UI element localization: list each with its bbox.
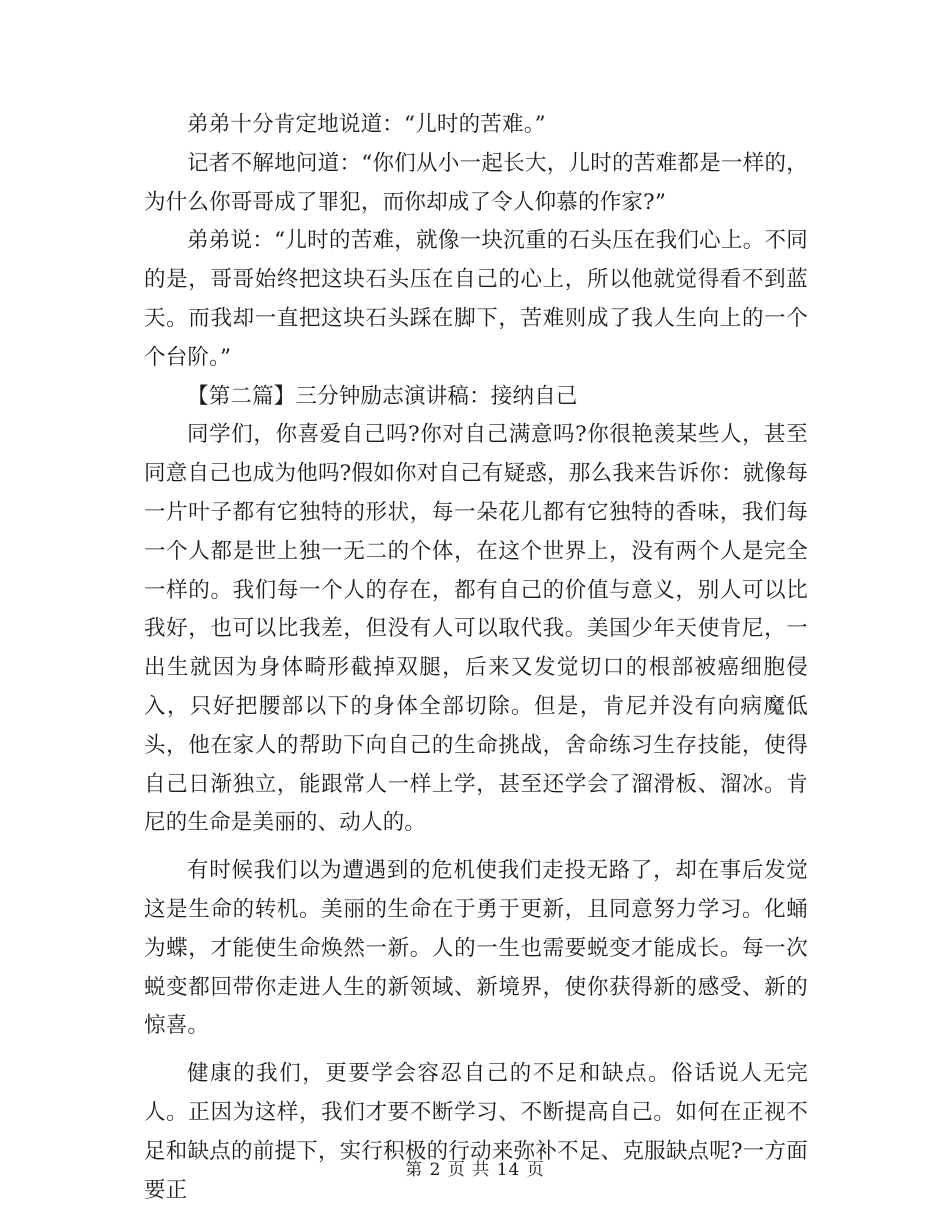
paragraph: 健康的我们，更要学会容忍自己的不足和缺点。俗话说人无完人。正因为这样，我们才要不断学习、不断提高自己。如何在正视不足和缺点的前提下，实行积极的行动来弥补不足、克服缺点呢?一方面要正 — [144, 1061, 808, 1203]
paragraph: 同学们，你喜爱自己吗?你对自己满意吗?你很艳羡某些人，甚至同意自己也成为他吗?假如你对自己有疑惑，那么我来告诉你：就像每一片叶子都有它独特的形状，每一朵花儿都有它独特的香味，我们每一个人都是世上独一无二的个体，在这个世界上，没有两个人是完全一样的。我们每一个人的存在，都有自己的价值与意义，别人可以比我好，也可以比我差，但没有人可以取代我。美国少年天使肯尼，一出生就因为身体畸形截掉双腿，后来又发觉切口的根部被癌细胞侵入，只好把腰部以下的身体全部切除。但是，肯尼并没有向病魔低头，他在家人的帮助下向自己的生命挑战，舍命练习生存技能，使得自己日渐独立，能跟常人一样上学，甚至还学会了溜滑板、溜冰。肯尼的生命是美丽的、动人的。 — [144, 422, 808, 836]
document-body — [144, 106, 808, 1210]
page-number-footer: 第 2 页 共 14 页 — [405, 1160, 545, 1180]
paragraph: 弟弟十分肯定地说道：“儿时的苦难。” — [187, 112, 546, 137]
paragraph: 记者不解地问道：“你们从小一起长大，儿时的苦难都是一样的，为什么你哥哥成了罪犯，而你却成了令人仰慕的作家?” — [144, 150, 808, 215]
section-heading: 【第二篇】三分钟励志演讲稿：接纳自己 — [187, 383, 578, 409]
paragraph: 弟弟说：“儿时的苦难，就像一块沉重的石头压在我们心上。不同的是，哥哥始终把这块石头压在自己的心上，所以他就觉得看不到蓝天。而我却一直把这块石头踩在脚下，苦难则成了我人生向上的一个个台阶。” — [144, 228, 808, 370]
paragraph: 有时候我们以为遭遇到的危机使我们走投无路了，却在事后发觉这是生命的转机。美丽的生命在于勇于更新，且同意努力学习。化蛹为蝶，才能使生命焕然一新。人的一生也需要蜕变才能成长。每一次蜕变都回带你走进人生的新领域、新境界，使你获得新的感受、新的惊喜。 — [144, 858, 808, 1039]
